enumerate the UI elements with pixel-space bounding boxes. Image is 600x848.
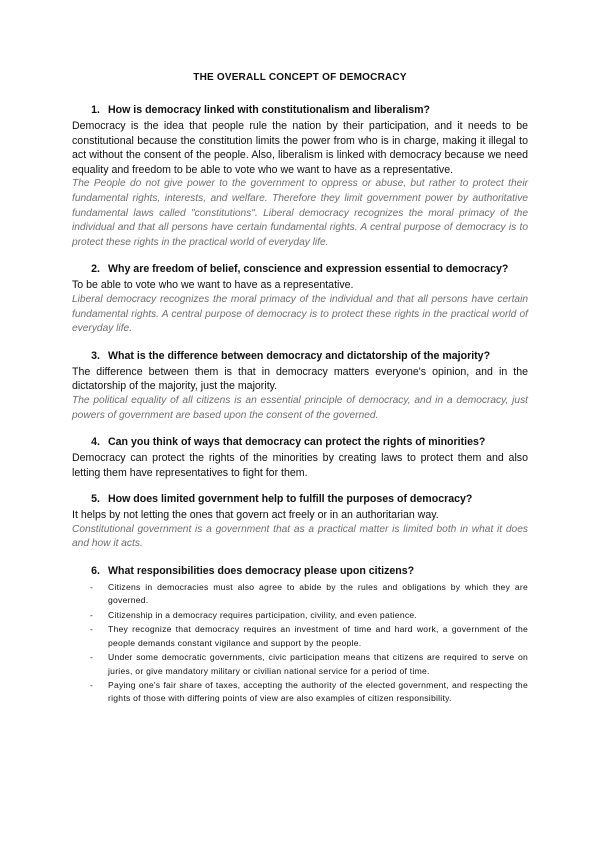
answer-5: It helps by not letting the ones that govern act freely or in an authoritarian way. xyxy=(72,509,439,522)
list-item-text: Paying one's fair share of taxes, accepting the authority of the elected government, and respecting the rights of those with differing points of view are also examples of citizen responsibility. xyxy=(108,679,528,704)
list-item-text: Under some democratic governments, civic participation means that citizens are required to serve on juries, or give mandatory military or civilian national service for a period of time. xyxy=(108,652,528,676)
bullet-marker: - xyxy=(90,652,94,663)
quote-1: The People do not give power to the government to oppress or abuse, but rather to protect their fundamental rights, interests, and welfare. Therefore they limit government power by authoritative fundamental laws called "constitutions". Liberal democracy recognizes the moral primacy of the individual and that all persons have certain fundamental rights. A central purpose of democracy is to protect these rights in the practical world of everyday life. xyxy=(72,178,528,248)
question-3 xyxy=(72,349,528,363)
question-text: Why are freedom of belief, conscience and expression essential to democracy? xyxy=(108,263,509,276)
list-item xyxy=(72,581,528,608)
question-number: 3. xyxy=(91,349,100,362)
responsibilities-list xyxy=(72,581,528,706)
bullet-marker: - xyxy=(90,679,94,690)
question-4 xyxy=(72,435,528,449)
bullet-marker: - xyxy=(90,582,94,593)
question-text: How is democracy linked with constitutionalism and liberalism? xyxy=(108,104,431,116)
list-item xyxy=(72,609,528,622)
question-number: 5. xyxy=(91,493,100,506)
bullet-marker: - xyxy=(90,609,94,620)
document-title: THE OVERALL CONCEPT OF DEMOCRACY xyxy=(193,72,407,83)
question-2 xyxy=(72,262,528,276)
quote-5: Constitutional government is a government that as a practical matter is limited both in what it does and how it acts. xyxy=(72,523,528,550)
answer-3: The difference between them is that in democracy matters everyone's opinion, and in the dictatorship of the majority, just the majority. xyxy=(72,365,528,393)
list-item xyxy=(72,679,528,706)
question-6 xyxy=(72,564,528,578)
question-number: 4. xyxy=(91,436,100,449)
answer-2: To be able to vote who we want to have as a representative. xyxy=(72,279,354,292)
section-2 xyxy=(72,262,528,336)
question-number: 2. xyxy=(91,263,100,276)
quote-2: Liberal democracy recognizes the moral primacy of the individual and that all persons have certain fundamental rights. A central purpose of democracy is to protect these rights in the practical world of everyday life. xyxy=(72,293,528,335)
quote-3: The political equality of all citizens is an essential principle of democracy, and in a democracy, just powers of government are based upon the consent of the governed. xyxy=(72,394,528,421)
list-item xyxy=(72,623,528,650)
question-text: What responsibilities does democracy please upon citizens? xyxy=(108,565,415,578)
answer-1: Democracy is the idea that people rule the nation by their participation, and it needs to be constitutional because the constitution limits the power from who is in charge, making it illegal to act without the consent of the people. Also, liberalism is linked with democracy because we need equality and freedom to be able to vote who we want to have as a representative. xyxy=(72,120,528,176)
section-5 xyxy=(72,492,528,552)
section-3 xyxy=(72,349,528,423)
question-5 xyxy=(72,492,528,506)
section-6 xyxy=(72,564,528,706)
question-number: 1. xyxy=(91,104,100,116)
question-text: What is the difference between democracy and dictatorship of the majority? xyxy=(108,349,491,362)
list-item-text: Citizenship in a democracy requires participation, civility, and even patience. xyxy=(108,609,418,620)
list-item-text: They recognize that democracy requires an investment of time and hard work, a government of the people demands constant vigilance and support by the people. xyxy=(108,624,528,648)
question-text: Can you think of ways that democracy can protect the rights of minorities? xyxy=(108,436,486,449)
question-text: How does limited government help to fulfill the purposes of democracy? xyxy=(108,493,473,506)
answer-4: Democracy can protect the rights of the minorities by creating laws to protect them and also letting them have representatives to fight for them. xyxy=(72,452,528,479)
section-4 xyxy=(72,435,528,480)
question-number: 6. xyxy=(91,565,100,578)
section-1 xyxy=(72,103,528,250)
list-item-text: Citizens in democracies must also agree to abide by the rules and obligations by which they are governed. xyxy=(108,582,528,606)
question-1 xyxy=(72,103,528,117)
list-item xyxy=(72,651,528,678)
bullet-marker: - xyxy=(90,624,94,635)
